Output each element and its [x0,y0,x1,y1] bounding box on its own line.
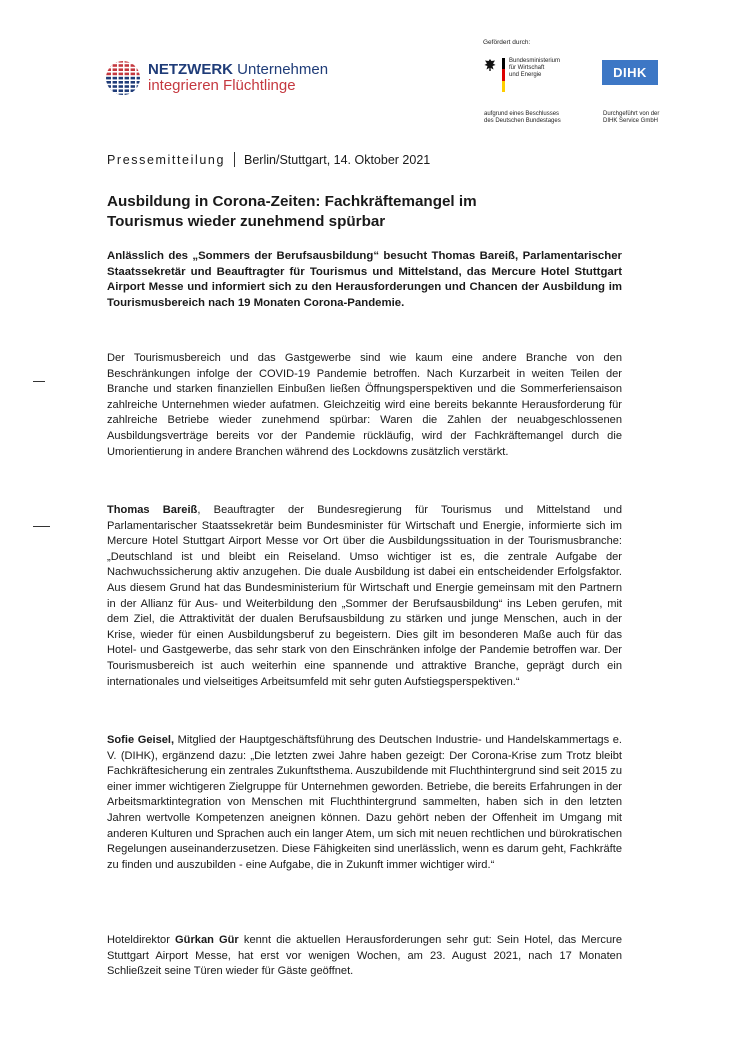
paragraph-text: kennt die aktuellen Herausforderungen sehr gut: Sein Hotel, das Mercure Stuttgart Airport Messe, hat erst vor wenigen Wochen, am 23. August 2021, nach 17 Monaten Schließzeit seine Türen wieder für Gäste geöffnet. [107,934,622,978]
page-title [107,192,647,232]
ministry-line: und Energie [509,72,542,78]
speaker-name: Thomas Bareiß [107,504,198,516]
press-header [107,152,430,167]
margin-mark [33,381,45,382]
federal-eagle-icon [484,58,496,72]
bundestag-note [484,111,561,125]
speaker-name: Sofie Geisel, [107,734,175,746]
bundestag-note-line: aufgrund eines Beschlusses [484,111,560,117]
ministry-line: für Wirtschaft [509,65,545,71]
dihk-service-note-line: Durchgeführt von der [603,111,660,117]
margin-mark [33,526,50,527]
place-date: Berlin/Stuttgart, 14. Oktober 2021 [244,152,431,167]
lead-paragraph: Anlässlich des „Sommers der Berufsausbildung“ besucht Thomas Bareiß, Parlamentarischer Staatssekretär und Beauftragter für Tourismus und Mittelstand, das Mercure Hotel Stuttgart Airport Messe und informiert sich zu den Herausforderungen und Chancen der Ausbildung im Tourismusbereich nach 19 Monaten Corona-Pandemie. [107,250,622,309]
body-paragraph [107,933,622,980]
german-flag-bar [502,58,505,92]
paragraph-text: , Beauftragter der Bundesregierung für Tourismus und Mittelstand und Parlamentarischer Staatssekretär beim Bundesminister für Wirtschaft und Energie, informierte sich im Mercure Hotel Stuttgart Airport Messe vor Ort über die Ausbildungssituation in der Tourismusbranche: „Deutschland ist und bleibt ein Reiseland. Umso wichtiger ist es, die zentrale Aufgabe der Nachwuchssicherung aktiv anzugehen. Die duale Ausbildung ist dabei ein entscheidender Erfolgsfaktor. Aus diesem Grund hat das Bundesministerium für Wirtschaft und Energie gemeinsam mit den Partnern in der Allianz für Aus- und Weiterbildung den „Sommer der Berufsausbildung“ ins Leben gerufen, mit dem Ziel, die Attraktivität der dualen Berufsausbildung zu stärken und junge Menschen, auch in der Krise, wieder für einen Ausbildungsberuf zu begeistern. Dies gilt im besonderen Maße auch für das Hotel- und Gastgewerbe, das sehr stark von den Einschränken infolge der Pandemie betroffen war. Der Tourismusbereich ist auch weiterhin eine spannende und attraktive Branche, geprägt durch ein internationales und vielseitiges Arbeitsumfeld mit sehr guten Aufstiegsperspektiven.“ [107,504,622,688]
logo-tagline: integrieren Flüchtlinge [148,77,296,94]
dihk-service-note-line: DIHK Service GmbH [603,118,659,124]
body-paragraph: Der Tourismusbereich und das Gastgewerbe sind wie kaum eine andere Branche von den Beschränkungen infolge der COVID-19 Pandemie betroffen. Nach Kurzarbeit in weiten Teilen der Branche und starken finanziellen Einbußen ließen Öffnungsperspektiven und die Sommerferiensaison zahlreiche Unternehmen wieder aufatmen. Gleichzeitig wird eine bereits bekannte Herausforderung für zahlreiche Betriebe wieder zunehmend spürbar: Waren die Zahlen der neuabgeschlossenen Ausbildungsverträge bereits vor der Pandemie rückläufig, wird der Fachkräftemangel durch die Umorientierung in andere Branchen während des Lockdowns zusätzlich verstärkt. [107,352,622,458]
dihk-service-note [603,111,659,125]
logo-mark-icon [105,56,141,100]
paragraph-text: Mitglied der Hauptgeschäftsführung des Deutschen Industrie- und Handelskammertags e. V. (DIHK), ergänzend dazu: „Die letzten zwei Jahre haben gezeigt: Der Corona-Krise zum Trotz bleibt Fachkräftesicherung ein zentrales Zukunftsthema. Auszubildende mit Fluchthintergrund sind seit 2015 zu einer immer wichtigeren Zielgruppe für Unternehmen geworden. Betriebe, die bereits Erfahrungen in der Arbeitsmarktintegration von Menschen mit Fluchthintergrund sammelten, haben sich in den letzten Jahren wertvolle Kompetenzen aneignen können. Dazu gehört neben der Offenheit im Umgang mit anderen Kulturen und Sprachen auch ein langer Atem, um sich mit neuen rechtlichen und bürokratischen Regelungen auseinanderzusetzen. Diese Fähigkeiten sind unerlässlich, wenn es darum geht, Fachkräfte zu finden und auszubilden - eine Aufgabe, die in Zukunft immer wichtiger wird.“ [107,734,622,871]
body-paragraph [107,503,622,690]
document-kind: Pressemitteilung [107,152,226,167]
bundestag-note-line: des Deutschen Bundestages [484,118,561,124]
dihk-logo: DIHK [602,60,658,85]
netzwerk-logo [105,56,328,100]
logo-wordmark-bold: NETZWERK [148,61,233,78]
paragraph-text: Hoteldirektor [107,934,176,946]
bmwi-logo [484,58,560,92]
title-line: Tourismus wieder zunehmend spürbar [107,213,386,230]
ministry-line: Bundesministerium [509,58,561,64]
logo-wordmark-rest: Unternehmen [233,61,329,78]
title-line: Ausbildung in Corona-Zeiten: Fachkräftemangel im [107,193,477,210]
funded-by-label: Gefördert durch: [483,39,531,46]
speaker-name: Gürkan Gür [175,934,239,946]
body-paragraph [107,733,622,873]
header-separator [234,152,235,167]
